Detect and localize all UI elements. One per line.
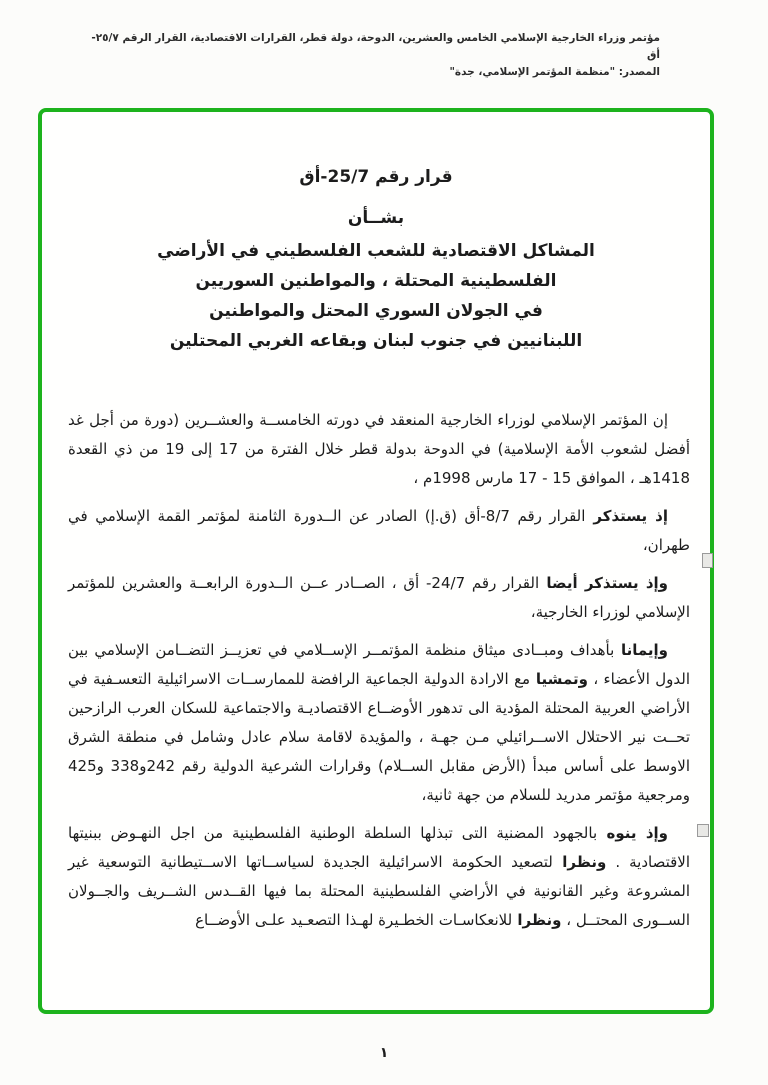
scan-artifact	[702, 553, 713, 568]
resolution-number-title: قرار رقم 25/7-أق	[299, 167, 453, 187]
title-line-3: المشاكل الاقتصادية للشعب الفلسطيني في الأراضي	[157, 241, 595, 261]
paragraph-lead-word: وإيمانا	[614, 641, 669, 659]
title-line-5: في الجولان السوري المحتل والمواطنين	[209, 301, 543, 321]
document-body	[68, 406, 690, 935]
source-header-line2: المصدر: "منظمة المؤتمر الإسلامي، جدة"	[449, 66, 660, 78]
paragraph-text: بأهداف ومبــادى ميثاق منظمة المؤتمــر الإســلامي في تعزيــز التضــامن الإسلامي بين الدول الأعضاء ،	[68, 641, 690, 688]
paragraph-lead-word: وإذ يستذكر أيضا	[539, 574, 669, 592]
paragraph-lead-word: وإذ ينوه	[597, 824, 668, 842]
paragraph	[68, 569, 690, 627]
source-header	[90, 30, 660, 81]
paragraph-text: القرار رقم 8/7-أق (ق.إ) الصادر عن الــدورة الثامنة لمؤتمر القمة الإسلامي في طهران،	[68, 507, 690, 554]
title-regarding: بشــأن	[347, 208, 405, 228]
paragraph-text: لتصعيد الحكومة الاسرائيلية الجديدة لسياســاتها الاســتيطانية التوسعية غير المشروعة وغير القانونية في الأراضي الفلسطينية المحتلة بما فيها القــدس الشــريف والجــولان الســورى المحتــل ،	[68, 853, 690, 929]
source-header-line1: مؤتمر وزراء الخارجية الإسلامي الخامس والعشرين، الدوحة، دولة قطر، القرارات الاقتصادية، القرار الرقم ٢٥/٧-أق	[91, 32, 660, 61]
paragraph-lead-word: وتمشيا	[530, 670, 588, 688]
paragraph-lead-word: ونظرا	[512, 911, 562, 929]
paragraph	[68, 502, 690, 560]
paragraph	[68, 819, 690, 935]
scan-artifact	[697, 824, 709, 837]
paragraph	[68, 406, 690, 493]
paragraph-text: القرار رقم 24/7- أق ، الصــادر عــن الــدورة الرابعــة والعشرين للمؤتمر الإسلامي لوزراء الخارجية،	[68, 574, 690, 621]
paragraph	[68, 636, 690, 810]
page-number: ١	[379, 1045, 389, 1061]
title-block	[42, 162, 710, 356]
title-line-4: الفلسطينية المحتلة ، والمواطنين السوريين	[195, 271, 557, 291]
paragraph-lead-word: إذ يستذكر	[585, 507, 668, 525]
paragraph-text: للانعكاسـات الخطـيرة لهـذا التصعـيد علـى الأوضــاع	[195, 911, 513, 929]
document-frame	[38, 108, 714, 1014]
paragraph-lead-word: ونظرا	[552, 853, 607, 871]
title-line-6: اللبنانيين في جنوب لبنان وبقاعه الغربي المحتلين	[169, 331, 583, 351]
paragraph-text: إن المؤتمر الإسلامي لوزراء الخارجية المنعقد في دورته الخامســة والعشــرين (دورة من أجل غد أفضل لشعوب الأمة الإسلامية) في الدوحة بدولة قطر خلال الفترة من 17 إلى 19 من ذي القعدة 1418هـ ، الموافق 15 - 17 مارس 1998م ،	[68, 411, 690, 487]
paragraph-text: بالجهود المضنية التى تبذلها السلطة الوطنية الفلسطينية من اجل النهـوض ببنيتها الاقتصادية .	[68, 824, 690, 871]
paragraph-text: مع الارادة الدولية الجماعية الرافضة للممارســات الاسرائيلية التعسـفية في الأراضي العربية المحتلة المؤدية الى تدهور الأوضــاع الاقتصاديـة والاجتماعية للسكان العرب الرازحين تحــت نير الاحتلال الاســرائيلي مـن جهـة ، والمؤيدة لاقامة سلام عادل وشامل في منطقة الشرق الاوسط على أساس مبدأ (الأرض مقابل الســلام) وقرارات الشرعية الدولية رقم 242و338 و425 ومرجعية مؤتمر مدريد للسلام من جهة ثانية،	[68, 670, 691, 804]
